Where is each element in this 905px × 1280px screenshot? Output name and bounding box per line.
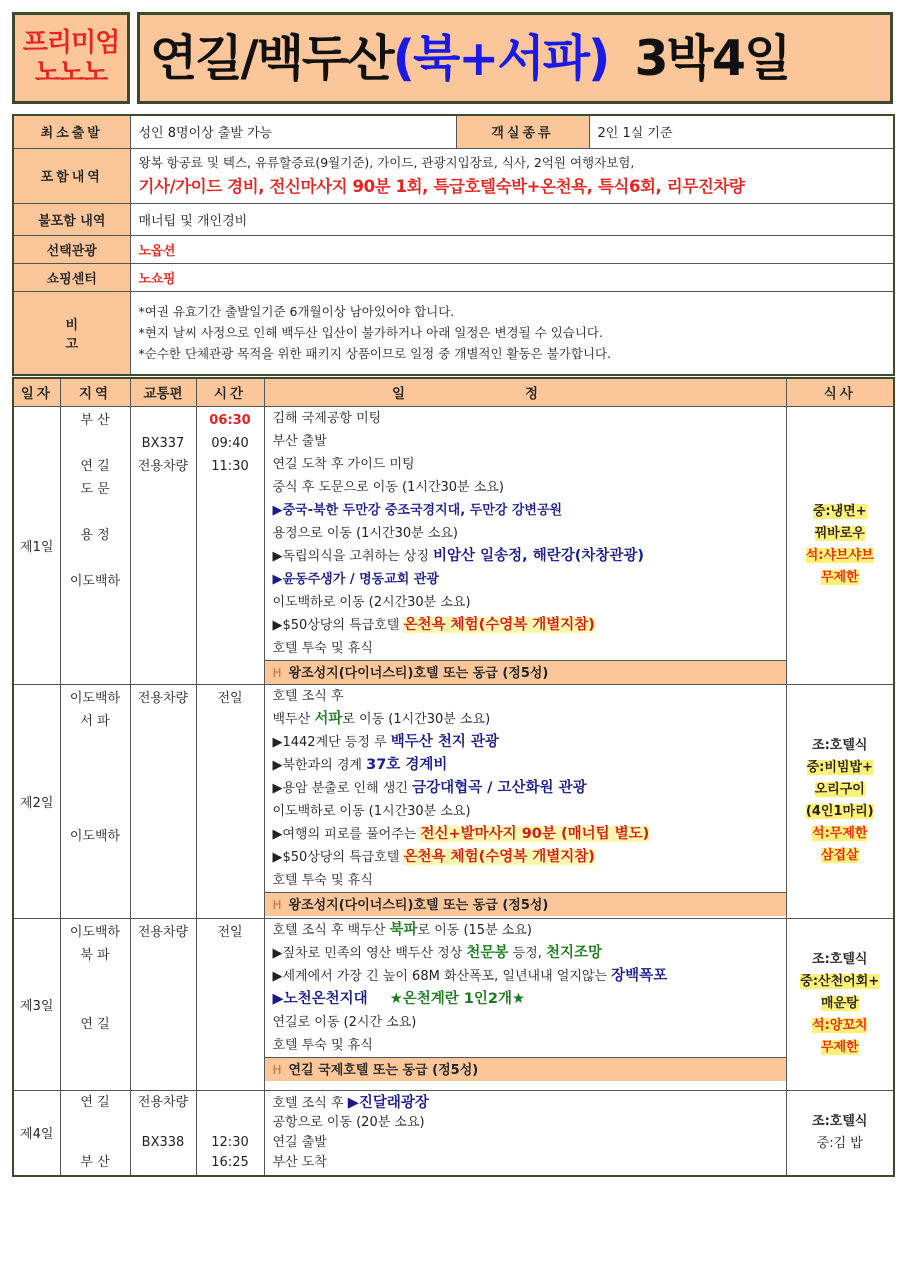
- meal: (4인1마리): [805, 804, 874, 819]
- remark-3: *순수한 단체관광 목적을 위한 패키지 상품이므로 일정 중 개별적인 활동은 불가합니다.: [138, 346, 612, 362]
- region: 부 산: [80, 412, 110, 428]
- region: [61, 756, 130, 779]
- includes-value: [130, 148, 894, 203]
- itinerary-item: 이도백하로 이동 (1시간30분 소요): [272, 803, 471, 819]
- includes-label: 포함내역: [13, 148, 130, 203]
- item-text: ▶$50상당의 특급호텔: [272, 617, 404, 633]
- day-label: 제2일: [13, 684, 60, 918]
- meal: 삼겹살: [820, 848, 859, 863]
- item-text: ▶1442계단 등정 루: [272, 734, 391, 750]
- day-regions: [60, 406, 130, 684]
- itinerary-item: 용정으로 이동 (1시간30분 소요): [272, 525, 458, 541]
- itinerary-item: [273, 708, 782, 731]
- item-highlight: 비암산 일송정, 해란강(차창관광): [433, 547, 644, 564]
- item-text: 로 이동 (1시간30분 소요): [342, 711, 491, 727]
- meal: 석:무제한: [812, 826, 868, 841]
- meal: 석:샤브샤브: [805, 548, 874, 563]
- remark-1: *여권 유효기간 출발일기준 6개월이상 남아있어야 합니다.: [138, 304, 455, 320]
- region: [61, 779, 130, 802]
- day-transport: [130, 918, 196, 1090]
- item-text: 등정,: [508, 945, 546, 961]
- item-highlight: 백두산 천지 관광: [390, 733, 499, 750]
- time: 12:30: [211, 1134, 249, 1150]
- meal: 조:호텔식: [812, 952, 868, 967]
- region: 서 파: [80, 713, 110, 729]
- item-highlight: ▶진달래광장: [347, 1094, 429, 1111]
- region: 연 길: [80, 458, 110, 474]
- time: 06:30: [209, 412, 251, 428]
- time: [197, 1113, 264, 1133]
- meal: 중:김 밥: [816, 1135, 863, 1151]
- transport: 전용차량: [137, 458, 189, 474]
- item-text: ▶$50상당의 특급호텔: [272, 849, 404, 865]
- region: 이도백하: [69, 924, 121, 940]
- meal: 중:비빔밥+: [806, 760, 873, 775]
- itinerary-item: 공항으로 이동 (20분 소요): [272, 1114, 425, 1130]
- itinerary-item: ▶윤동주생가 / 명동교회 관광: [272, 571, 439, 587]
- day-itinerary: [264, 918, 786, 1090]
- premium-badge: [12, 12, 130, 104]
- tour-info-table: [12, 114, 895, 376]
- min-departure-value: 성인 8명이상 출발 가능: [130, 115, 456, 148]
- remarks-label: 비 고: [13, 291, 130, 375]
- flight-number: BX338: [141, 1134, 185, 1150]
- region: 부 산: [80, 1154, 110, 1170]
- itinerary-item: 연길 출발: [272, 1134, 327, 1150]
- region: [61, 547, 130, 570]
- meal: 매운탕: [820, 996, 859, 1011]
- optional-tour-value: 노옵션: [130, 235, 894, 263]
- item-highlight: ▶노천온천지대: [272, 990, 368, 1007]
- header-time: 시간: [196, 378, 264, 406]
- transport: [131, 1153, 196, 1173]
- region: 북 파: [80, 947, 110, 963]
- itinerary-item: [273, 919, 782, 942]
- itinerary-item: 호텔 투숙 및 휴식: [272, 640, 373, 656]
- room-type-value: 2인 1실 기준: [589, 115, 894, 148]
- remarks-value: [130, 291, 894, 375]
- time: 전일: [217, 924, 243, 940]
- room-type-label: 객실종류: [456, 115, 589, 148]
- region: [61, 501, 130, 524]
- transport: 전용차량: [137, 924, 189, 940]
- hotel-icon: H: [272, 665, 282, 680]
- meal: 무제한: [820, 570, 859, 585]
- header-meals: 식사: [786, 378, 894, 406]
- region: 이도백하: [69, 690, 121, 706]
- header-region: 지역: [60, 378, 130, 406]
- day-meals: [786, 1090, 894, 1176]
- item-text: ▶짚차로 민족의 영산 백두산 정상: [272, 945, 467, 961]
- itinerary-item: 김해 국제공항 미팅: [272, 410, 382, 426]
- itinerary-item: [273, 777, 782, 800]
- hotel-name: 왕조성지(다이너스티)호텔 또는 동급 (정5성): [288, 665, 549, 681]
- region: 이도백하: [69, 573, 121, 589]
- item-highlight: 37호 경계비: [366, 756, 448, 773]
- region: 이도백하: [69, 828, 121, 844]
- day-row-1: [13, 406, 894, 684]
- region: [61, 1133, 130, 1153]
- itinerary-table: [12, 377, 895, 1177]
- excludes-value: 매너팁 및 개인경비: [130, 203, 894, 235]
- itinerary-item: [273, 965, 782, 988]
- badge-line-1: 프리미엄: [22, 28, 120, 58]
- header-day: 일자: [13, 378, 60, 406]
- item-highlight: 천문봉: [466, 944, 509, 961]
- itinerary-item: [273, 614, 782, 637]
- region: [61, 1113, 130, 1133]
- itinerary-item: 호텔 조식 후: [272, 688, 344, 704]
- shopping-label: 쇼핑센터: [13, 263, 130, 291]
- day-label: 제1일: [13, 406, 60, 684]
- header-itinerary: 일정: [264, 378, 786, 406]
- time: 11:30: [211, 458, 249, 474]
- region: [61, 432, 130, 455]
- item-highlight: 금강대협곡 / 고산화원 관광: [412, 779, 587, 796]
- transport: [131, 409, 196, 432]
- shopping-value: 노쇼핑: [130, 263, 894, 291]
- time: [197, 1093, 264, 1113]
- region: [61, 990, 130, 1013]
- meal: 조:호텔식: [812, 738, 868, 753]
- day-regions: [60, 1090, 130, 1176]
- region: 연 길: [80, 1016, 110, 1032]
- itinerary-item: [273, 545, 782, 568]
- optional-tour-label: 선택관광: [13, 235, 130, 263]
- item-text: 호텔 조식 후 백두산: [272, 922, 390, 938]
- item-text: ▶북한과의 경계: [272, 757, 367, 773]
- meal: 꿔바로우: [814, 526, 865, 541]
- item-text: ▶여행의 피로를 풀어주는: [272, 826, 421, 842]
- transport: [131, 1113, 196, 1133]
- day-row-4: [13, 1090, 894, 1176]
- time: 전일: [217, 690, 243, 706]
- title-destination: 연길/백두산: [150, 29, 393, 87]
- hotel-row: [265, 660, 786, 684]
- day-regions: [60, 918, 130, 1090]
- itinerary-item: 호텔 투숙 및 휴식: [272, 872, 373, 888]
- page-title: [137, 12, 893, 104]
- meal: 오리구이: [814, 782, 865, 797]
- day-regions: [60, 684, 130, 918]
- day-transport: [130, 684, 196, 918]
- item-text: ▶용암 분출로 인해 생긴: [272, 780, 413, 796]
- itinerary-item: 부산 출발: [272, 433, 327, 449]
- day-transport: [130, 406, 196, 684]
- item-text: 백두산: [272, 711, 315, 727]
- itinerary-item: [273, 754, 782, 777]
- day-times: [196, 1090, 264, 1176]
- min-departure-label: 최소출발: [13, 115, 130, 148]
- day-meals: [786, 406, 894, 684]
- meal: 석:양꼬치: [812, 1018, 868, 1033]
- day-meals: [786, 684, 894, 918]
- title-duration: 3박4일: [634, 29, 790, 87]
- includes-line-2: 기사/가이드 경비, 전신마사지 90분 1회, 특급호텔숙박+온천욕, 특식6회, 리무진차량: [138, 176, 745, 196]
- region: [61, 967, 130, 990]
- day-times: [196, 684, 264, 918]
- region: 도 문: [80, 481, 110, 497]
- item-text: ▶독립의식을 고취하는 상징: [272, 548, 434, 564]
- day-itinerary: [264, 684, 786, 918]
- day-row-3: [13, 918, 894, 1090]
- item-highlight: 서파: [314, 710, 343, 727]
- hotel-row: [265, 1057, 786, 1081]
- itinerary-item: [273, 942, 782, 965]
- meal: 무제한: [820, 1040, 859, 1055]
- itinerary-item: [273, 731, 782, 754]
- hotel-name: 왕조성지(다이너스티)호텔 또는 동급 (정5성): [288, 897, 549, 913]
- itinerary-item: 호텔 투숙 및 휴식: [272, 1037, 373, 1053]
- item-highlight: 온천욕 체험(수영복 개별지참): [403, 848, 595, 865]
- region: 연 길: [80, 1094, 110, 1110]
- header-transport: 교통편: [130, 378, 196, 406]
- day-meals: [786, 918, 894, 1090]
- itinerary-item: 연길 도착 후 가이드 미팅: [272, 456, 415, 472]
- hotel-row: [265, 892, 786, 916]
- day-itinerary: [264, 406, 786, 684]
- day-times: [196, 406, 264, 684]
- itinerary-item: 부산 도착: [272, 1154, 327, 1170]
- itinerary-item: [273, 1093, 782, 1113]
- day-label: 제4일: [13, 1090, 60, 1176]
- badge-line-2: 노노노: [34, 58, 108, 88]
- day-transport: [130, 1090, 196, 1176]
- title-route: (북+서파): [392, 29, 609, 87]
- item-highlight: 온천욕 체험(수영복 개별지참): [403, 616, 595, 633]
- item-text: 호텔 조식 후: [272, 1095, 348, 1111]
- itinerary-item: 중식 후 도문으로 이동 (1시간30분 소요): [272, 479, 504, 495]
- day-label: 제3일: [13, 918, 60, 1090]
- itinerary-item: ▶중국-북한 두만강 중조국경지대, 두만강 강변공원: [272, 502, 563, 518]
- hotel-name: 연길 국제호텔 또는 동급 (정5성): [288, 1062, 479, 1078]
- includes-line-1: 왕복 항공료 및 텍스, 유류할증료(9월기준), 가이드, 관광지입장료, 식사, 2억원 여행자보험,: [138, 154, 635, 170]
- itinerary-item: 이도백하로 이동 (2시간30분 소요): [272, 594, 471, 610]
- item-highlight: 전신+발마사지 90분 (매너팁 별도): [420, 825, 650, 842]
- region: [61, 802, 130, 825]
- meal: 조:호텔식: [812, 1113, 868, 1129]
- transport: 전용차량: [137, 1094, 189, 1110]
- item-text: ▶세계에서 가장 긴 높이 68M 화산폭포, 일년내내 얼지않는: [272, 968, 612, 984]
- item-highlight: 북파: [389, 921, 418, 938]
- remark-2: *현지 날씨 사정으로 인해 백두산 입산이 불가하거나 아래 일정은 변경될 수 있습니다.: [138, 325, 603, 341]
- flight-number: BX337: [141, 435, 185, 451]
- hotel-icon: H: [272, 1062, 282, 1077]
- item-text: 로 이동 (15분 소요): [417, 922, 532, 938]
- item-highlight: 천지조망: [545, 944, 602, 961]
- region: 용 정: [80, 527, 110, 543]
- transport: 전용차량: [137, 690, 189, 706]
- region: [61, 733, 130, 756]
- hotel-icon: H: [272, 897, 282, 912]
- meal: 중:산천어회+: [800, 974, 880, 989]
- itinerary-item: [273, 988, 782, 1011]
- itinerary-item: 연길로 이동 (2시간 소요): [272, 1014, 417, 1030]
- excludes-label: 불포함 내역: [13, 203, 130, 235]
- itinerary-item: [273, 823, 782, 846]
- item-highlight: ★온천계란 1인2개★: [389, 990, 525, 1007]
- day-row-2: [13, 684, 894, 918]
- time: 09:40: [211, 435, 249, 451]
- day-itinerary: [264, 1090, 786, 1176]
- meal: 중:냉면+: [812, 504, 867, 519]
- item-highlight: 장백폭포: [611, 967, 668, 984]
- itinerary-item: [273, 846, 782, 869]
- day-times: [196, 918, 264, 1090]
- time: 16:25: [211, 1154, 249, 1170]
